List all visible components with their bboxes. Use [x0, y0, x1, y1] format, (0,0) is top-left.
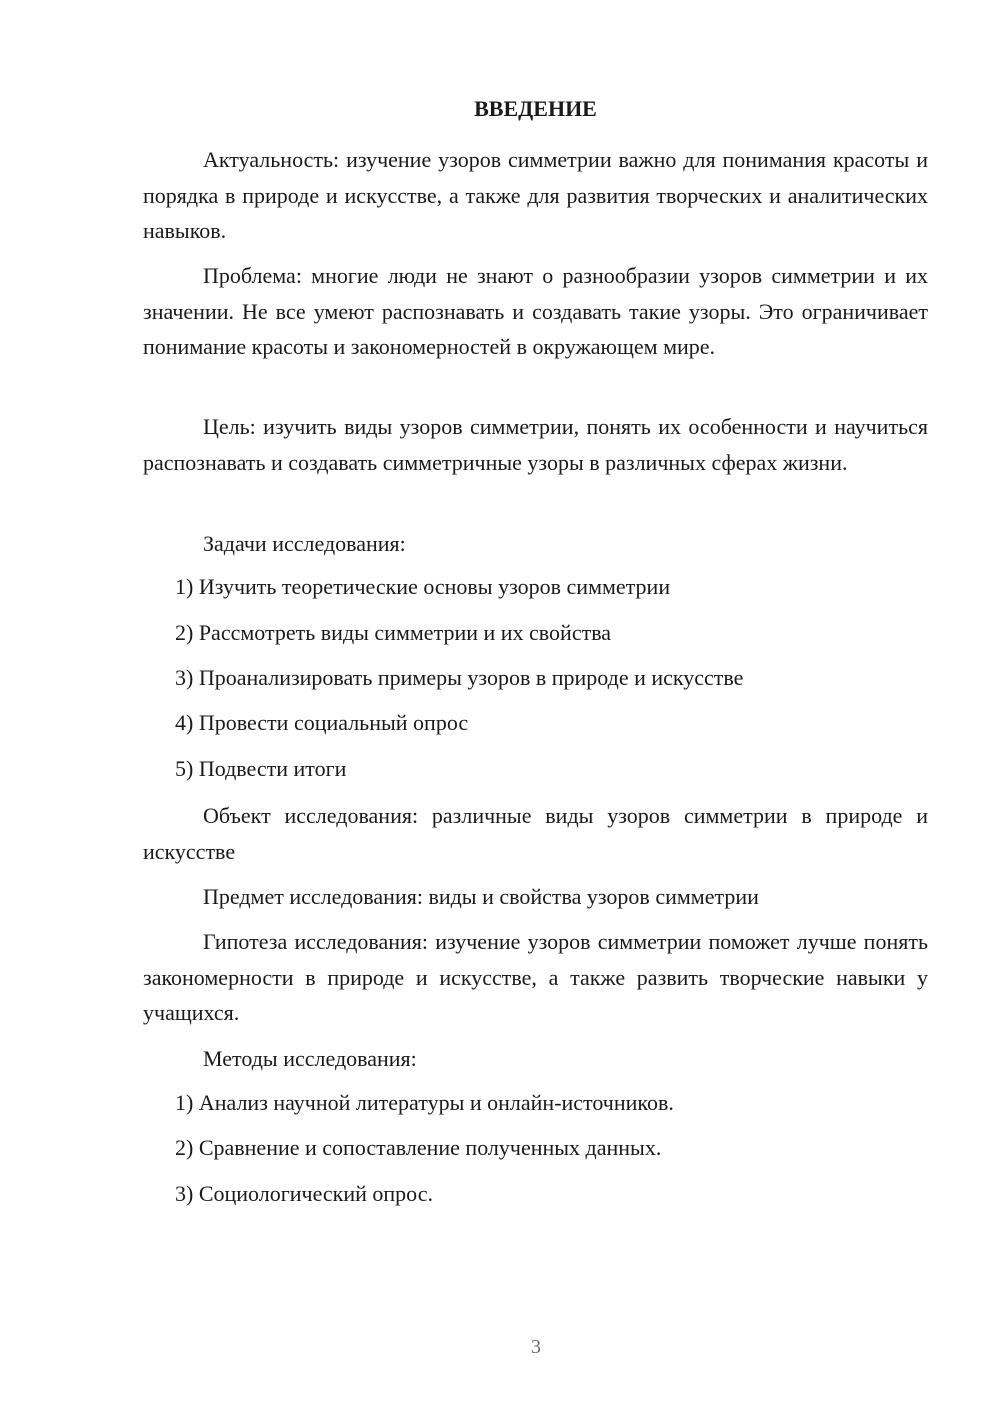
page-title: ВВЕДЕНИЕ	[474, 96, 597, 121]
object-paragraph: Объект исследования: различные виды узоров симметрии в природе и искусстве	[143, 803, 928, 864]
goal-paragraph: Цель: изучить виды узоров симметрии, понять их особенности и научиться распознавать и создавать симметричные узоры в различных сферах жизни.	[143, 414, 928, 475]
hypothesis-paragraph: Гипотеза исследования: изучение узоров симметрии поможет лучше понять закономерности в природе и искусстве, а также развить творческие навыки у учащихся.	[143, 929, 928, 1025]
task-item: 3) Проанализировать примеры узоров в природе и искусстве	[175, 665, 744, 690]
method-item: 2) Сравнение и сопоставление полученных данных.	[175, 1135, 662, 1160]
task-item: 5) Подвести итоги	[175, 756, 347, 781]
method-item: 1) Анализ научной литературы и онлайн-источников.	[175, 1090, 674, 1115]
relevance-paragraph: Актуальность: изучение узоров симметрии важно для понимания красоты и порядка в природе и искусстве, а также для развития творческих и аналитических навыков.	[143, 147, 928, 243]
tasks-heading: Задачи исследования:	[203, 531, 406, 556]
method-item: 3) Социологический опрос.	[175, 1181, 433, 1206]
problem-paragraph: Проблема: многие люди не знают о разнообразии узоров симметрии и их значении. Не все умеют распознавать и создавать такие узоры. Это ограничивает понимание красоты и закономерностей в окружающем мире.	[143, 263, 928, 359]
page-number: 3	[531, 1336, 541, 1358]
task-item: 4) Провести социальный опрос	[175, 710, 469, 735]
methods-heading: Методы исследования:	[203, 1046, 417, 1071]
task-item: 2) Рассмотреть виды симметрии и их свойства	[175, 620, 612, 645]
subject-paragraph: Предмет исследования: виды и свойства узоров симметрии	[203, 884, 759, 909]
task-item: 1) Изучить теоретические основы узоров симметрии	[175, 574, 671, 599]
